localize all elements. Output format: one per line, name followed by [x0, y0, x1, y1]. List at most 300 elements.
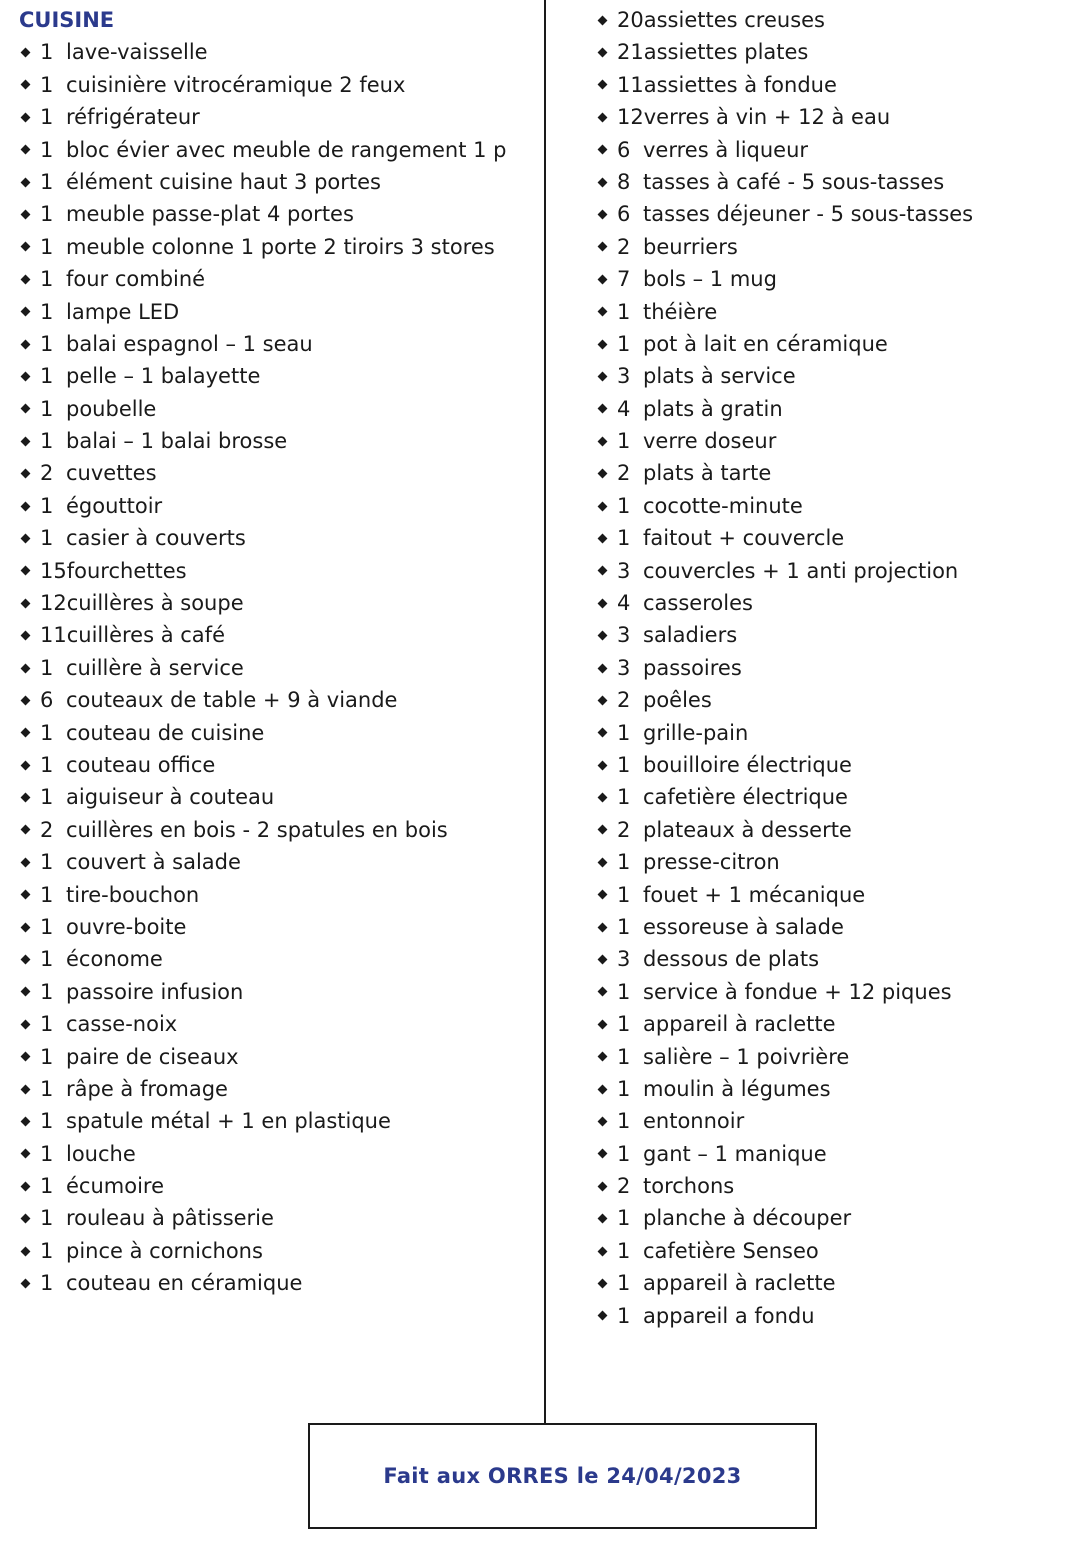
diamond-bullet-icon — [598, 48, 608, 58]
list-item — [596, 522, 1066, 554]
item-quantity: 1 — [617, 785, 631, 810]
item-label: essoreuse à salade — [643, 914, 844, 939]
item-label: verre doseur — [643, 429, 777, 454]
list-item — [596, 749, 1066, 781]
diamond-bullet-icon — [598, 793, 608, 803]
item-quantity: 1 — [617, 526, 631, 551]
list-item — [19, 717, 534, 749]
diamond-bullet-icon — [21, 598, 31, 608]
list-item — [19, 943, 534, 975]
item-label: gant – 1 manique — [643, 1141, 827, 1166]
item-label: meuble colonne 1 porte 2 tiroirs 3 stores — [66, 234, 495, 259]
item-quantity: 1 — [40, 396, 54, 421]
diamond-bullet-icon — [598, 955, 608, 965]
item-label: verres à vin + 12 à eau — [643, 105, 891, 130]
list-item — [596, 425, 1066, 457]
diamond-bullet-icon — [598, 728, 608, 738]
item-quantity: 1 — [617, 882, 631, 907]
item-quantity: 1 — [617, 1109, 631, 1134]
list-item — [19, 296, 534, 328]
item-label: passoires — [643, 655, 742, 680]
diamond-bullet-icon — [21, 760, 31, 770]
item-label: cuisinière vitrocéramique 2 feux — [66, 72, 406, 97]
item-label: meuble passe-plat 4 portes — [66, 202, 354, 227]
item-label: râpe à fromage — [66, 1076, 228, 1101]
list-item — [596, 69, 1066, 101]
list-item — [19, 522, 534, 554]
list-item — [596, 911, 1066, 943]
diamond-bullet-icon — [598, 242, 608, 252]
item-label: passoire infusion — [66, 979, 244, 1004]
item-quantity: 1 — [40, 364, 54, 389]
list-item — [596, 943, 1066, 975]
diamond-bullet-icon — [21, 1278, 31, 1288]
left-inventory-list — [19, 36, 534, 1299]
item-label: assiettes à fondue — [643, 72, 837, 97]
item-quantity: 1 — [40, 1076, 54, 1101]
diamond-bullet-icon — [21, 1019, 31, 1029]
diamond-bullet-icon — [598, 922, 608, 932]
diamond-bullet-icon — [598, 695, 608, 705]
item-label: cafetière Senseo — [643, 1238, 819, 1263]
list-item — [19, 425, 534, 457]
item-label: spatule métal + 1 en plastique — [66, 1109, 391, 1134]
diamond-bullet-icon — [598, 501, 608, 511]
item-quantity: 1 — [40, 1271, 54, 1296]
item-quantity: 1 — [617, 1141, 631, 1166]
list-item — [19, 749, 534, 781]
item-quantity: 3 — [617, 623, 631, 648]
item-quantity: 1 — [40, 914, 54, 939]
diamond-bullet-icon — [21, 533, 31, 543]
item-quantity: 1 — [40, 1238, 54, 1263]
list-item — [19, 490, 534, 522]
item-label: faitout + couvercle — [643, 526, 845, 551]
item-quantity: 2 — [617, 1174, 631, 1199]
list-item — [596, 296, 1066, 328]
list-item — [596, 879, 1066, 911]
diamond-bullet-icon — [598, 1311, 608, 1321]
item-label: dessous de plats — [643, 947, 820, 972]
diamond-bullet-icon — [598, 372, 608, 382]
diamond-bullet-icon — [598, 307, 608, 317]
list-item — [19, 1170, 534, 1202]
list-item — [19, 652, 534, 684]
list-item — [19, 976, 534, 1008]
item-label: saladiers — [643, 623, 738, 648]
column-divider — [544, 0, 546, 1423]
item-quantity: 4 — [617, 591, 631, 616]
list-item — [19, 166, 534, 198]
item-quantity: 1 — [40, 234, 54, 259]
diamond-bullet-icon — [21, 695, 31, 705]
footer-text: Fait aux ORRES le 24/04/2023 — [383, 1464, 742, 1488]
list-item — [19, 911, 534, 943]
list-item — [596, 846, 1066, 878]
item-quantity: 1 — [40, 752, 54, 777]
item-quantity: 1 — [40, 1044, 54, 1069]
list-item — [596, 166, 1066, 198]
list-item — [596, 490, 1066, 522]
diamond-bullet-icon — [21, 793, 31, 803]
item-quantity: 1 — [40, 331, 54, 356]
item-label: verres à liqueur — [643, 137, 809, 162]
list-item — [596, 457, 1066, 489]
list-item — [596, 1138, 1066, 1170]
item-label: tasses déjeuner - 5 sous-tasses — [643, 202, 974, 227]
diamond-bullet-icon — [598, 890, 608, 900]
list-item — [19, 1267, 534, 1299]
item-label: lampe LED — [66, 299, 180, 324]
list-item — [19, 101, 534, 133]
item-label: four combiné — [66, 267, 206, 292]
diamond-bullet-icon — [21, 436, 31, 446]
diamond-bullet-icon — [21, 1181, 31, 1191]
item-label: égouttoir — [66, 493, 163, 518]
list-item — [19, 619, 534, 651]
item-label: appareil à raclette — [643, 1271, 836, 1296]
diamond-bullet-icon — [598, 80, 608, 90]
item-label: appareil a fondu — [643, 1303, 815, 1328]
item-label: couvert à salade — [66, 850, 241, 875]
diamond-bullet-icon — [598, 1084, 608, 1094]
item-label: cuvettes — [66, 461, 157, 486]
item-quantity: 1 — [40, 267, 54, 292]
item-quantity: 1 — [40, 105, 54, 130]
item-label: pince à cornichons — [66, 1238, 263, 1263]
list-item — [596, 684, 1066, 716]
item-label: pot à lait en céramique — [643, 331, 888, 356]
diamond-bullet-icon — [21, 922, 31, 932]
item-label: couteau de cuisine — [66, 720, 265, 745]
item-label: cuillères à café — [66, 623, 225, 648]
item-quantity: 1 — [40, 72, 54, 97]
item-label: moulin à légumes — [643, 1076, 831, 1101]
list-item — [596, 1300, 1066, 1332]
list-item — [19, 231, 534, 263]
item-label: service à fondue + 12 piques — [643, 979, 952, 1004]
item-label: grille-pain — [643, 720, 749, 745]
diamond-bullet-icon — [598, 1246, 608, 1256]
item-quantity: 11 — [617, 72, 644, 97]
item-label: pelle – 1 balayette — [66, 364, 261, 389]
item-label: couteau en céramique — [66, 1271, 303, 1296]
diamond-bullet-icon — [21, 566, 31, 576]
diamond-bullet-icon — [21, 145, 31, 155]
diamond-bullet-icon — [598, 533, 608, 543]
diamond-bullet-icon — [598, 1149, 608, 1159]
list-item — [596, 717, 1066, 749]
left-column — [19, 4, 534, 1300]
diamond-bullet-icon — [598, 1278, 608, 1288]
list-item — [596, 976, 1066, 1008]
diamond-bullet-icon — [21, 1117, 31, 1127]
item-quantity: 1 — [40, 429, 54, 454]
right-inventory-list — [596, 4, 1066, 1332]
diamond-bullet-icon — [598, 15, 608, 25]
item-label: entonnoir — [643, 1109, 745, 1134]
right-column — [596, 4, 1066, 1332]
item-label: paire de ciseaux — [66, 1044, 239, 1069]
list-item — [596, 1073, 1066, 1105]
item-quantity: 1 — [617, 429, 631, 454]
item-quantity: 1 — [617, 493, 631, 518]
item-label: cuillères à soupe — [66, 591, 244, 616]
item-label: plats à tarte — [643, 461, 772, 486]
diamond-bullet-icon — [21, 1149, 31, 1159]
item-label: rouleau à pâtisserie — [66, 1206, 274, 1231]
item-label: économe — [66, 947, 163, 972]
item-label: casse-noix — [66, 1012, 178, 1037]
item-label: presse-citron — [643, 850, 780, 875]
item-label: cafetière électrique — [643, 785, 848, 810]
diamond-bullet-icon — [598, 1117, 608, 1127]
diamond-bullet-icon — [598, 760, 608, 770]
list-item — [19, 457, 534, 489]
diamond-bullet-icon — [21, 1214, 31, 1224]
item-quantity: 1 — [40, 1174, 54, 1199]
item-label: assiettes creuses — [643, 8, 825, 32]
item-label: balai espagnol – 1 seau — [66, 331, 313, 356]
diamond-bullet-icon — [21, 307, 31, 317]
list-item — [596, 1105, 1066, 1137]
item-quantity: 1 — [40, 137, 54, 162]
item-label: louche — [66, 1141, 136, 1166]
diamond-bullet-icon — [21, 339, 31, 349]
list-item — [19, 1041, 534, 1073]
list-item — [19, 879, 534, 911]
item-label: appareil à raclette — [643, 1012, 836, 1037]
diamond-bullet-icon — [21, 112, 31, 122]
item-label: planche à découper — [643, 1206, 852, 1231]
list-item — [596, 587, 1066, 619]
list-item — [19, 846, 534, 878]
diamond-bullet-icon — [598, 436, 608, 446]
item-quantity: 6 — [40, 688, 54, 713]
item-quantity: 1 — [617, 1206, 631, 1231]
item-label: tasses à café - 5 sous-tasses — [643, 169, 945, 194]
list-item — [596, 134, 1066, 166]
item-quantity: 2 — [40, 817, 54, 842]
item-label: plats à service — [643, 364, 796, 389]
list-item — [19, 198, 534, 230]
diamond-bullet-icon — [598, 1214, 608, 1224]
list-item — [596, 1170, 1066, 1202]
item-quantity: 1 — [40, 169, 54, 194]
diamond-bullet-icon — [21, 210, 31, 220]
item-quantity: 2 — [617, 461, 631, 486]
item-quantity: 21 — [617, 40, 644, 65]
list-item — [596, 1008, 1066, 1040]
list-item — [19, 1235, 534, 1267]
diamond-bullet-icon — [598, 1181, 608, 1191]
list-item — [19, 393, 534, 425]
item-quantity: 11 — [40, 623, 67, 648]
diamond-bullet-icon — [598, 404, 608, 414]
item-quantity: 1 — [40, 947, 54, 972]
item-quantity: 1 — [617, 1271, 631, 1296]
item-label: élément cuisine haut 3 portes — [66, 169, 381, 194]
list-item — [596, 4, 1066, 36]
list-item — [596, 619, 1066, 651]
diamond-bullet-icon — [21, 469, 31, 479]
item-quantity: 1 — [40, 1141, 54, 1166]
item-label: casier à couverts — [66, 526, 246, 551]
item-quantity: 3 — [617, 655, 631, 680]
item-label: ouvre-boite — [66, 914, 187, 939]
item-label: cocotte-minute — [643, 493, 803, 518]
item-quantity: 12 — [40, 591, 67, 616]
item-quantity: 1 — [40, 655, 54, 680]
diamond-bullet-icon — [21, 631, 31, 641]
list-item — [596, 263, 1066, 295]
item-quantity: 1 — [40, 493, 54, 518]
diamond-bullet-icon — [21, 372, 31, 382]
item-quantity: 1 — [617, 720, 631, 745]
diamond-bullet-icon — [21, 890, 31, 900]
list-item — [596, 814, 1066, 846]
list-item — [19, 36, 534, 68]
diamond-bullet-icon — [21, 1246, 31, 1256]
list-item — [596, 1235, 1066, 1267]
item-label: théière — [643, 299, 718, 324]
diamond-bullet-icon — [21, 955, 31, 965]
diamond-bullet-icon — [21, 80, 31, 90]
item-quantity: 1 — [40, 1109, 54, 1134]
list-item — [19, 555, 534, 587]
list-item — [596, 231, 1066, 263]
list-item — [596, 1041, 1066, 1073]
item-quantity: 8 — [617, 169, 631, 194]
diamond-bullet-icon — [21, 404, 31, 414]
list-item — [19, 1105, 534, 1137]
item-label: cuillère à service — [66, 655, 244, 680]
item-label: casseroles — [643, 591, 753, 616]
diamond-bullet-icon — [598, 274, 608, 284]
item-quantity: 1 — [617, 850, 631, 875]
item-quantity: 1 — [40, 882, 54, 907]
diamond-bullet-icon — [598, 469, 608, 479]
list-item — [596, 1202, 1066, 1234]
list-item — [596, 555, 1066, 587]
list-item — [596, 1267, 1066, 1299]
diamond-bullet-icon — [21, 242, 31, 252]
item-quantity: 6 — [617, 137, 631, 162]
item-quantity: 1 — [617, 299, 631, 324]
diamond-bullet-icon — [21, 48, 31, 58]
item-quantity: 1 — [40, 785, 54, 810]
list-item — [19, 587, 534, 619]
diamond-bullet-icon — [598, 145, 608, 155]
item-quantity: 1 — [617, 331, 631, 356]
item-label: cuillères en bois - 2 spatules en bois — [66, 817, 448, 842]
diamond-bullet-icon — [21, 501, 31, 511]
item-quantity: 1 — [40, 299, 54, 324]
diamond-bullet-icon — [21, 177, 31, 187]
item-label: bouilloire électrique — [643, 752, 852, 777]
diamond-bullet-icon — [21, 728, 31, 738]
diamond-bullet-icon — [21, 1052, 31, 1062]
item-quantity: 2 — [617, 234, 631, 259]
list-item — [19, 781, 534, 813]
item-quantity: 2 — [617, 817, 631, 842]
item-label: plateaux à desserte — [643, 817, 852, 842]
list-item — [596, 360, 1066, 392]
item-quantity: 15 — [40, 558, 67, 583]
list-item — [596, 36, 1066, 68]
item-quantity: 1 — [40, 1012, 54, 1037]
diamond-bullet-icon — [598, 1052, 608, 1062]
footer-box — [308, 1423, 817, 1529]
list-item — [596, 781, 1066, 813]
item-quantity: 1 — [617, 914, 631, 939]
item-quantity: 1 — [40, 1206, 54, 1231]
list-item — [596, 328, 1066, 360]
item-quantity: 6 — [617, 202, 631, 227]
item-quantity: 3 — [617, 558, 631, 583]
item-label: salière – 1 poivrière — [643, 1044, 850, 1069]
item-label: beurriers — [643, 234, 738, 259]
diamond-bullet-icon — [598, 598, 608, 608]
item-label: balai – 1 balai brosse — [66, 429, 288, 454]
list-item — [19, 328, 534, 360]
item-label: tire-bouchon — [66, 882, 200, 907]
list-item — [596, 652, 1066, 684]
diamond-bullet-icon — [21, 663, 31, 673]
item-label: lave-vaisselle — [66, 40, 208, 65]
diamond-bullet-icon — [21, 274, 31, 284]
list-item — [19, 360, 534, 392]
item-quantity: 1 — [40, 40, 54, 65]
item-label: bols – 1 mug — [643, 267, 777, 292]
item-quantity: 1 — [617, 1238, 631, 1263]
item-quantity: 3 — [617, 364, 631, 389]
item-quantity: 1 — [617, 752, 631, 777]
list-item — [19, 134, 534, 166]
item-quantity: 2 — [617, 688, 631, 713]
item-label: assiettes plates — [643, 40, 809, 65]
diamond-bullet-icon — [598, 631, 608, 641]
list-item — [596, 101, 1066, 133]
item-label: poubelle — [66, 396, 157, 421]
diamond-bullet-icon — [598, 566, 608, 576]
item-quantity: 1 — [40, 720, 54, 745]
list-item — [19, 1008, 534, 1040]
item-quantity: 7 — [617, 267, 631, 292]
list-item — [596, 393, 1066, 425]
item-label: plats à gratin — [643, 396, 783, 421]
diamond-bullet-icon — [598, 210, 608, 220]
item-quantity: 3 — [617, 947, 631, 972]
item-quantity: 20 — [617, 8, 644, 32]
item-quantity: 1 — [40, 850, 54, 875]
item-label: bloc évier avec meuble de rangement 1 p — [66, 137, 507, 162]
item-quantity: 1 — [617, 1012, 631, 1037]
item-label: réfrigérateur — [66, 105, 200, 130]
item-quantity: 2 — [40, 461, 54, 486]
list-item — [19, 684, 534, 716]
diamond-bullet-icon — [598, 663, 608, 673]
diamond-bullet-icon — [21, 987, 31, 997]
diamond-bullet-icon — [21, 857, 31, 867]
item-label: poêles — [643, 688, 712, 713]
item-label: couvercles + 1 anti projection — [643, 558, 959, 583]
diamond-bullet-icon — [598, 177, 608, 187]
item-quantity: 4 — [617, 396, 631, 421]
diamond-bullet-icon — [21, 825, 31, 835]
diamond-bullet-icon — [598, 1019, 608, 1029]
diamond-bullet-icon — [598, 987, 608, 997]
